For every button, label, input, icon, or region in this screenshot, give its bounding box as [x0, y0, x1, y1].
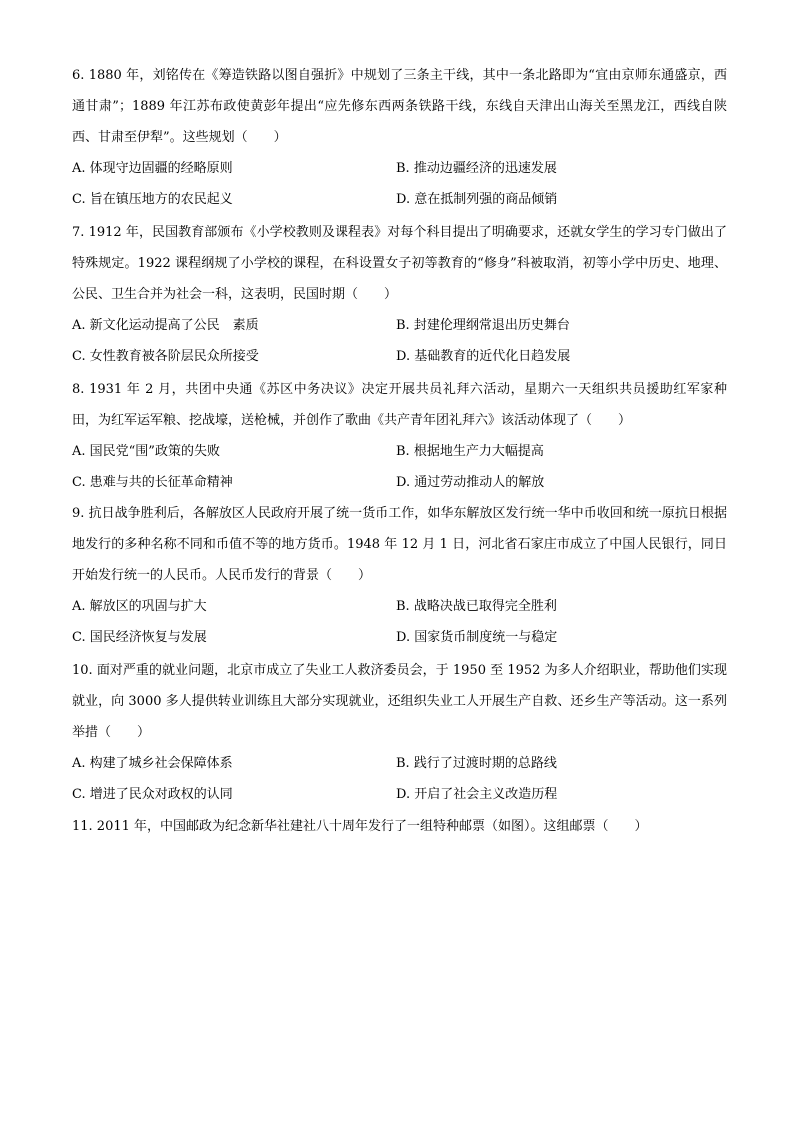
option-c[interactable]: C. 国民经济恢复与发展	[72, 630, 207, 645]
option-c[interactable]: C. 旨在镇压地方的农民起义	[72, 192, 233, 207]
option-d[interactable]: D. 基础教育的近代化日趋发展	[396, 349, 571, 364]
option-a[interactable]: A. 新文化运动提高了公民 素质	[72, 318, 259, 333]
option-a[interactable]: A. 国民党“围”政策的失败	[72, 444, 220, 459]
question-stem: 9. 抗日战争胜利后，各解放区人民政府开展了统一货币工作，如华东解放区发行统一华中币收回和统一原抗日根据地发行的多种名称不同和币值不等的地方货币。1948 年 12 月 1 日，河北省石家庄市成立了中国人民银行，同日开始发行统一的人民币。人民币发行的背景（ ）	[72, 506, 727, 583]
question-stem: 7. 1912 年，民国教育部颁布《小学校教则及课程表》对每个科目提出了明确要求，还就女学生的学习专门做出了特殊规定。1922 课程纲规了小学校的课程，在科设置女子初等教育的“修身”科被取消，初等小学中历史、地理、公民、卫生合并为社会一科，这表明，民国时期（ ）	[72, 225, 727, 302]
option-a[interactable]: A. 体现守边固疆的经略原则	[72, 161, 233, 176]
option-c[interactable]: C. 增进了民众对政权的认同	[72, 787, 233, 802]
option-b[interactable]: B. 封建伦理纲常退出历史舞台	[396, 318, 570, 333]
question-stem: 11. 2011 年，中国邮政为纪念新华社建社八十周年发行了一组特种邮票（如图）。这组邮票（ ）	[72, 819, 648, 834]
question-options	[72, 310, 727, 372]
question-options	[72, 591, 727, 653]
option-d[interactable]: D. 开启了社会主义改造历程	[396, 787, 558, 802]
question-8	[72, 374, 727, 498]
option-d[interactable]: D. 意在抵制列强的商品倾销	[396, 192, 558, 207]
question-options	[72, 153, 727, 215]
question-options	[72, 748, 727, 810]
option-c[interactable]: C. 女性教育被各阶层民众所接受	[72, 349, 259, 364]
option-b[interactable]: B. 推动边疆经济的迅速发展	[396, 161, 557, 176]
question-7	[72, 217, 727, 372]
question-9	[72, 498, 727, 653]
option-b[interactable]: B. 践行了过渡时期的总路线	[396, 756, 557, 771]
option-b[interactable]: B. 根据地生产力大幅提高	[396, 444, 544, 459]
question-11	[72, 811, 727, 842]
question-stem: 6. 1880 年，刘铭传在《筹造铁路以图自强折》中规划了三条主干线，其中一条北路即为“宜由京师东通盛京，西通甘肃”；1889 年江苏布政使黄彭年提出“应先修东西两条铁路干线，东线自天津出山海关至黑龙江，西线自陕西、甘肃至伊犁”。这些规划（ ）	[72, 68, 727, 145]
option-d[interactable]: D. 国家货币制度统一与稳定	[396, 630, 558, 645]
question-6	[72, 60, 727, 215]
option-c[interactable]: C. 患难与共的长征革命精神	[72, 475, 233, 490]
option-a[interactable]: A. 构建了城乡社会保障体系	[72, 756, 233, 771]
option-b[interactable]: B. 战略决战已取得完全胜利	[396, 599, 557, 614]
option-a[interactable]: A. 解放区的巩固与扩大	[72, 599, 207, 614]
question-options	[72, 436, 727, 498]
question-stem: 8. 1931 年 2 月，共团中央通《苏区中务决议》决定开展共员礼拜六活动，星期六一天组织共员援助红军家种田，为红军运军粮、挖战壕，送枪械，并创作了歌曲《共产青年团礼拜六》该活动体现了（ ）	[72, 382, 727, 428]
question-10	[72, 655, 727, 810]
question-stem: 10. 面对严重的就业问题，北京市成立了失业工人救济委员会，于 1950 至 1952 为多人介绍职业，帮助他们实现就业，向 3000 多人提供转业训练且大部分实现就业，还组织失业工人开展生产自救、还乡生产等活动。这一系列举措（ ）	[72, 663, 727, 740]
option-d[interactable]: D. 通过劳动推动人的解放	[396, 475, 545, 490]
